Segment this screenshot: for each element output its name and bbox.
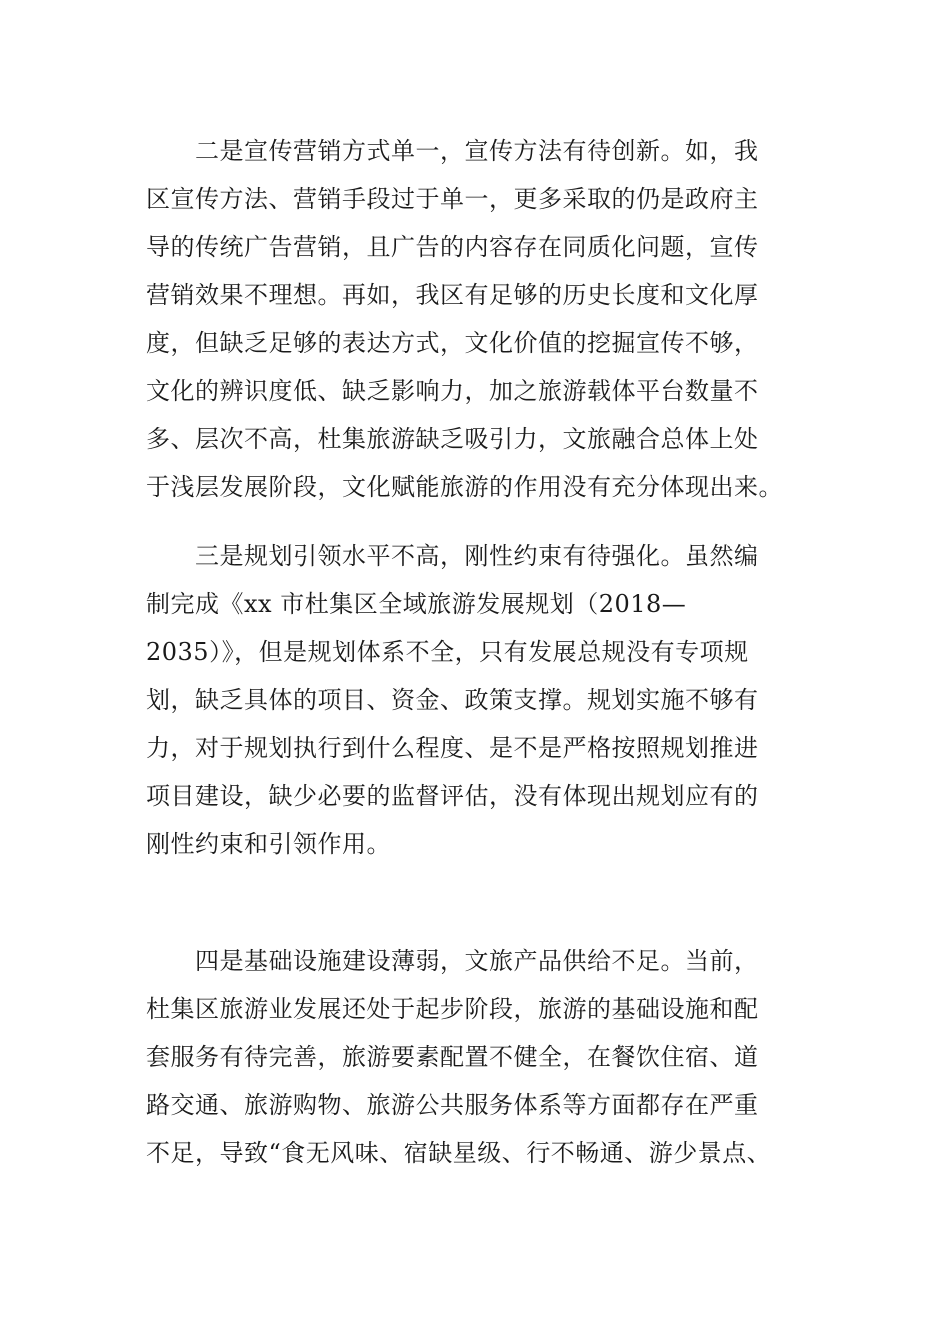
text-line: 四是基础设施建设薄弱，文旅产品供给不足。当前， xyxy=(146,947,759,975)
text-line: 划，缺乏具体的项目、资金、政策支撑。规划实施不够有 xyxy=(146,686,759,714)
text-line: 杜集区旅游业发展还处于起步阶段，旅游的基础设施和配 xyxy=(146,995,759,1023)
text-line: 于浅层发展阶段，文化赋能旅游的作用没有充分体现出来。 xyxy=(146,473,783,501)
paragraph-planning-guidance xyxy=(146,532,806,868)
text-line: 多、层次不高，杜集旅游缺乏吸引力，文旅融合总体上处 xyxy=(146,425,759,453)
text-line: 营销效果不理想。再如，我区有足够的历史长度和文化厚 xyxy=(146,281,759,309)
text-line: 文化的辨识度低、缺乏影响力，加之旅游载体平台数量不 xyxy=(146,377,759,405)
text-line: 路交通、旅游购物、旅游公共服务体系等方面都存在严重 xyxy=(146,1091,759,1119)
paragraph-publicity-marketing xyxy=(146,127,806,511)
text-line: 套服务有待完善，旅游要素配置不健全，在餐饮住宿、道 xyxy=(146,1043,759,1071)
text-line: 二是宣传营销方式单一，宣传方法有待创新。如，我 xyxy=(146,137,759,165)
paragraph-infrastructure xyxy=(146,937,806,1177)
text-line: 力，对于规划执行到什么程度、是不是严格按照规划推进 xyxy=(146,734,759,762)
text-line: 刚性约束和引领作用。 xyxy=(146,830,391,858)
text-line: 项目建设，缺少必要的监督评估，没有体现出规划应有的 xyxy=(146,782,759,810)
text-line: 区宣传方法、营销手段过于单一，更多采取的仍是政府主 xyxy=(146,185,759,213)
text-line: 度，但缺乏足够的表达方式，文化价值的挖掘宣传不够， xyxy=(146,329,759,357)
text-line: 不足，导致“食无风味、宿缺星级、行不畅通、游少景点、 xyxy=(146,1139,772,1167)
text-line: 制完成《xx 市杜集区全域旅游发展规划（2018— xyxy=(146,590,687,618)
text-line: 导的传统广告营销，且广告的内容存在同质化问题，宣传 xyxy=(146,233,759,261)
text-line: 2035）》，但是规划体系不全，只有发展总规没有专项规 xyxy=(146,638,749,666)
text-line: 三是规划引领水平不高，刚性约束有待强化。虽然编 xyxy=(146,542,759,570)
